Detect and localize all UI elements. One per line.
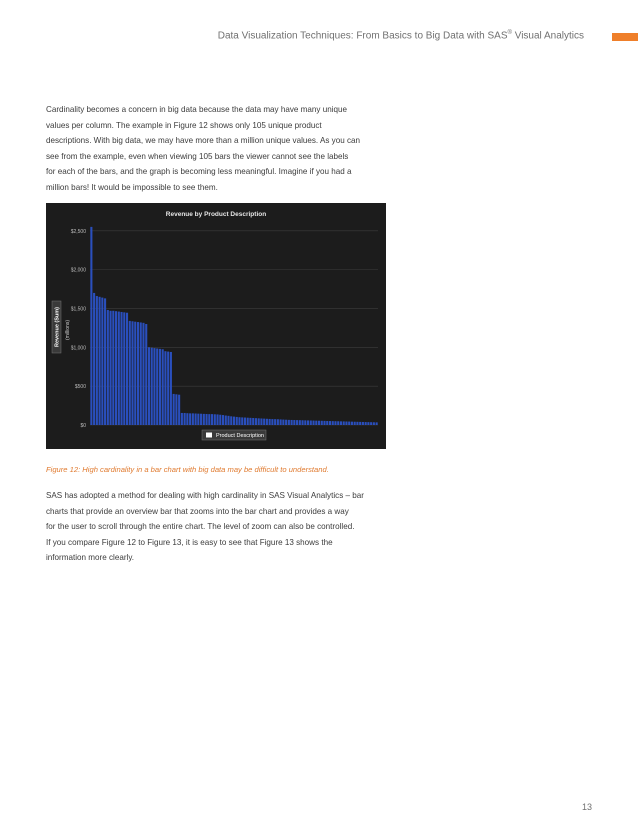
chart-bar bbox=[332, 421, 334, 425]
chart-bar bbox=[255, 418, 257, 425]
chart-bar bbox=[334, 421, 336, 425]
chart-bar bbox=[282, 420, 284, 425]
chart-bar bbox=[252, 418, 254, 425]
chart-bar bbox=[181, 413, 183, 425]
y-tick-label: $2,500 bbox=[70, 228, 86, 235]
chart-bar bbox=[134, 322, 136, 425]
chart-bar bbox=[310, 420, 312, 425]
chart-bar bbox=[189, 413, 191, 425]
y-tick-label: $0 bbox=[80, 423, 86, 429]
chart-bar bbox=[296, 420, 298, 425]
chart-bar bbox=[280, 419, 282, 425]
figure-12-bar-chart bbox=[46, 203, 386, 449]
chart-bar bbox=[277, 419, 279, 425]
chart-bar bbox=[184, 413, 186, 425]
chart-bar bbox=[115, 311, 117, 425]
chart-bar bbox=[162, 349, 164, 425]
chart-bar bbox=[271, 419, 273, 425]
chart-bar bbox=[302, 420, 304, 425]
y-axis-sublabel: (millions) bbox=[65, 320, 71, 340]
chart-bar bbox=[313, 421, 315, 425]
chart-bar bbox=[351, 422, 353, 425]
x-axis-label: Product Description bbox=[216, 433, 264, 439]
chart-bar bbox=[118, 312, 120, 425]
chart-bar bbox=[192, 413, 194, 425]
chart-bar bbox=[151, 348, 153, 425]
chart-bar bbox=[129, 321, 131, 425]
chart-bar bbox=[203, 414, 205, 425]
chart-bar bbox=[121, 312, 123, 425]
chart-bar bbox=[238, 417, 240, 425]
chart-bar bbox=[315, 421, 317, 425]
chart-bar bbox=[159, 349, 161, 425]
paragraph-line: charts that provide an overview bar that zooms into the bar chart and provides a way bbox=[46, 506, 349, 516]
y-tick-label: $1,000 bbox=[70, 345, 86, 352]
chart-bar bbox=[365, 422, 367, 425]
chart-bar bbox=[340, 421, 342, 425]
chart-bar bbox=[258, 418, 260, 425]
paragraph-line: Cardinality becomes a concern in big data because the data may have many unique bbox=[46, 105, 348, 114]
chart-bar bbox=[214, 414, 216, 425]
chart-bar bbox=[227, 416, 229, 425]
chart-bar bbox=[370, 422, 372, 425]
paragraph-line: values per column. The example in Figure 12 shows only 105 unique product bbox=[46, 120, 322, 130]
chart-bar bbox=[249, 418, 251, 425]
chart-bar bbox=[142, 323, 144, 425]
chart-bar bbox=[197, 414, 199, 425]
chart-bar bbox=[173, 394, 175, 425]
chart-bar bbox=[263, 419, 265, 425]
chart-bar bbox=[343, 421, 345, 425]
chart-bar bbox=[288, 420, 290, 425]
chart-bar bbox=[362, 422, 364, 425]
chart-bar bbox=[107, 310, 109, 425]
chart-bar bbox=[110, 311, 112, 425]
chart-bar bbox=[323, 421, 325, 425]
chart-bar bbox=[140, 322, 142, 425]
chart-bar bbox=[222, 415, 224, 425]
y-tick-label: $500 bbox=[74, 384, 86, 391]
chart-bar bbox=[101, 298, 103, 425]
chart-bar bbox=[345, 422, 347, 426]
chart-bar bbox=[337, 421, 339, 425]
paragraph-line: SAS has adopted a method for dealing with high cardinality in SAS Visual Analytics – bar bbox=[46, 491, 364, 500]
page-header-title: Data Visualization Techniques: From Basics to Big Data with SAS® Visual Analytics bbox=[217, 30, 584, 42]
x-axis-title bbox=[202, 430, 266, 440]
table-icon bbox=[206, 433, 212, 438]
chart-bar bbox=[359, 422, 361, 425]
paragraph-line: for the user to scroll through the entire chart. The level of zoom can also be controlled. bbox=[46, 522, 355, 531]
paragraph-line: descriptions. With big data, we may have more than a million unique values. As you can bbox=[46, 136, 361, 145]
chart-bar bbox=[112, 311, 114, 425]
chart-bar bbox=[373, 422, 375, 425]
chart-bar bbox=[219, 415, 221, 425]
chart-bar bbox=[233, 417, 235, 425]
chart-bar bbox=[148, 347, 150, 425]
chart-bar bbox=[285, 420, 287, 425]
chart-bar bbox=[247, 418, 249, 425]
chart-bar bbox=[321, 421, 323, 425]
chart-bar bbox=[230, 416, 232, 425]
paragraph-line: million bars! It would be impossible to see them. bbox=[46, 182, 218, 192]
chart-bar bbox=[326, 421, 328, 425]
chart-bar bbox=[354, 422, 356, 425]
y-tick-label: $2,000 bbox=[70, 267, 86, 274]
chart-bar bbox=[211, 414, 213, 425]
chart-bar bbox=[225, 416, 227, 425]
chart-bar bbox=[178, 395, 180, 425]
chart-bar bbox=[131, 321, 133, 425]
chart-title: Revenue by Product Description bbox=[165, 211, 267, 218]
chart-bar bbox=[170, 352, 172, 425]
chart-bars bbox=[90, 227, 377, 425]
chart-bar bbox=[376, 422, 378, 425]
chart-bar bbox=[208, 414, 210, 425]
chart-bar bbox=[217, 414, 219, 425]
chart-bar bbox=[318, 421, 320, 425]
chart-bar bbox=[304, 420, 306, 425]
chart-bar bbox=[266, 419, 268, 425]
body-paragraph-1 bbox=[46, 102, 406, 195]
page-number: 13 bbox=[581, 802, 592, 812]
chart-bar bbox=[244, 418, 246, 425]
chart-bar bbox=[367, 422, 369, 425]
chart-bar bbox=[175, 394, 177, 425]
y-axis-label: Revenue (Sum) bbox=[54, 306, 61, 348]
y-axis-title bbox=[52, 301, 61, 353]
paragraph-line: information more clearly. bbox=[46, 553, 135, 562]
chart-bar bbox=[260, 418, 262, 425]
chart-bar bbox=[356, 422, 358, 425]
chart-bar bbox=[348, 422, 350, 425]
chart-bar bbox=[291, 420, 293, 425]
chart-y-ticks bbox=[71, 229, 87, 429]
chart-bar bbox=[186, 413, 188, 425]
paragraph-line: If you compare Figure 12 to Figure 13, it is easy to see that Figure 13 shows the bbox=[46, 537, 333, 547]
figure-caption: Figure 12: High cardinality in a bar chart with big data may be difficult to understand. bbox=[46, 465, 329, 474]
chart-bar bbox=[274, 419, 276, 425]
chart-bar bbox=[96, 296, 98, 425]
body-paragraph-2 bbox=[46, 488, 406, 566]
chart-bar bbox=[156, 348, 158, 425]
paragraph-line: for each of the bars, and the graph is becoming less meaningful. Imagine if you had a bbox=[46, 167, 352, 176]
chart-bar bbox=[167, 352, 169, 425]
chart-bar bbox=[206, 414, 208, 425]
chart-bar bbox=[299, 420, 301, 425]
chart-bar bbox=[145, 324, 147, 425]
chart-bar bbox=[104, 298, 106, 425]
chart-bar bbox=[329, 421, 331, 425]
chart-bar bbox=[307, 420, 309, 425]
chart-bar bbox=[236, 417, 238, 425]
header-accent-bar bbox=[612, 33, 638, 41]
chart-bar bbox=[99, 297, 101, 425]
chart-bar bbox=[269, 419, 271, 425]
chart-bar bbox=[195, 414, 197, 426]
chart-bar bbox=[93, 293, 95, 425]
chart-bar bbox=[293, 420, 295, 425]
chart-bar bbox=[153, 348, 155, 425]
chart-bar bbox=[200, 414, 202, 425]
paragraph-line: see from the example, even when viewing 105 bars the viewer cannot see the labels bbox=[46, 151, 349, 161]
chart-bar bbox=[90, 227, 92, 425]
chart-bar bbox=[126, 313, 128, 425]
chart-bar bbox=[164, 351, 166, 425]
chart-bar bbox=[123, 312, 125, 425]
chart-bar bbox=[241, 417, 243, 425]
chart-bar bbox=[137, 322, 139, 425]
y-tick-label: $1,500 bbox=[70, 306, 86, 313]
chart-svg bbox=[46, 203, 386, 449]
